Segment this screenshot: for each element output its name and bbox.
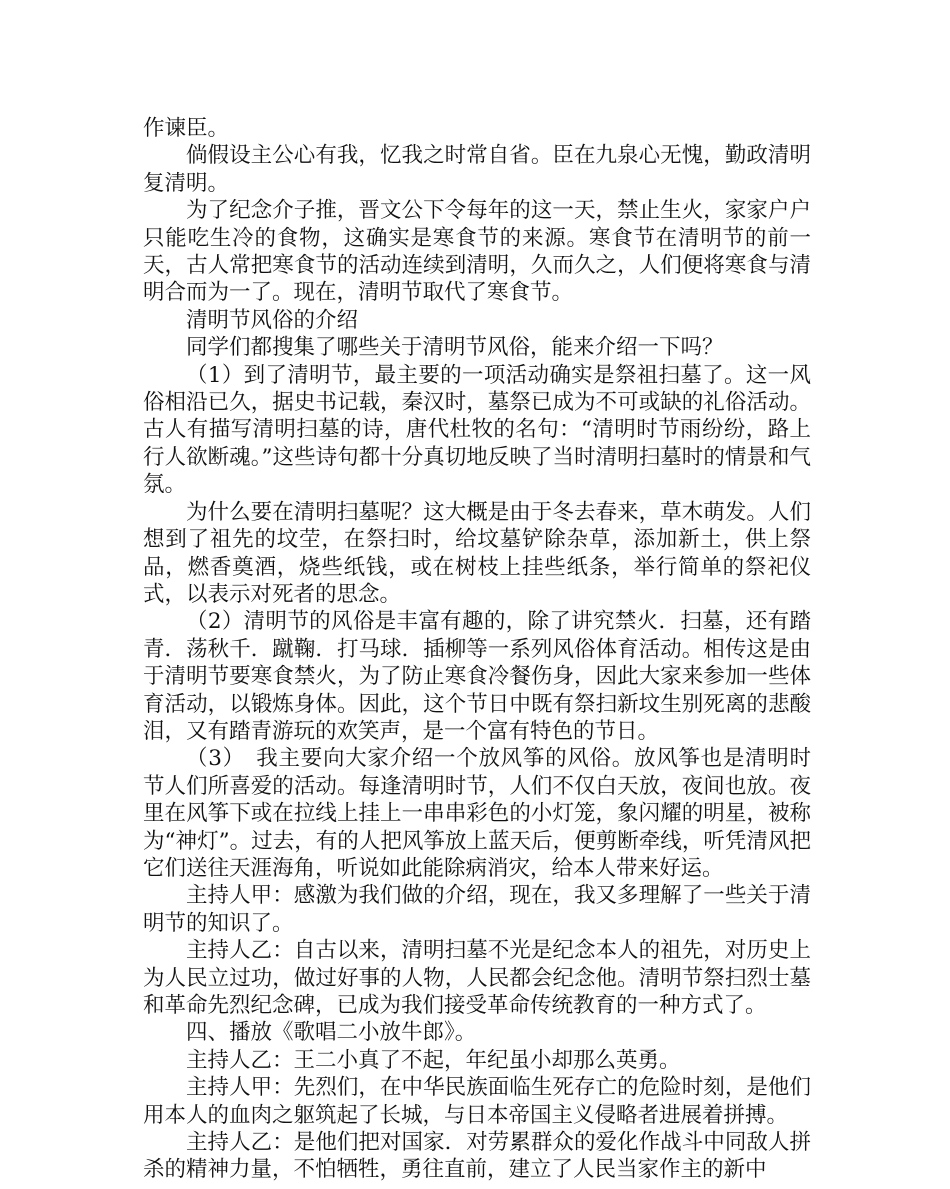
section-heading-song: 四、播放《歌唱二小放牛郎》。 bbox=[186, 1020, 477, 1046]
section-heading-customs: 清明节风俗的介绍 bbox=[186, 307, 359, 333]
paragraph-host-a-thanks: 主持人甲：感激为我们做的介绍，现在，我又多理解了一些关于清明节的知识了。 bbox=[143, 883, 811, 936]
paragraph-poem: 倘假设主公心有我，忆我之时常自省。臣在九泉心无愧，勤政清明复清明。 bbox=[143, 143, 811, 196]
paragraph-custom-2: （2）清明节的风俗是丰富有趣的，除了讲究禁火．扫墓，还有踏青．荡秋千．蹴鞠．打马球．插柳等一系列风俗体育活动。相传这是由于清明节要寒食禁火，为了防止寒食冷餐伤身，因此大家来参加一些体育活动，以锻炼身体。因此，这个节日中既有祭扫新坟生别死离的悲酸泪，又有踏青游玩的欢笑声，是一个富有特色的节日。 bbox=[143, 609, 811, 744]
paragraph-host-b-wang: 主持人乙：王二小真了不起，年纪虽小却那么英勇。 bbox=[186, 1047, 681, 1073]
paragraph-question: 同学们都搜集了哪些关于清明节风俗，能来介绍一下吗？ bbox=[186, 335, 724, 361]
paragraph-host-a-martyrs: 主持人甲：先烈们，在中华民族面临生死存亡的危险时刻，是他们用本人的血肉之躯筑起了长城，与日本帝国主义侵略者进展着拼搏。 bbox=[143, 1075, 811, 1128]
paragraph-host-b-love: 主持人乙：是他们把对国家．对劳累群众的爱化作战斗中同敌人拼杀的精神力量，不怕牺牲，勇往直前，建立了人民当家作主的新中 bbox=[143, 1130, 811, 1183]
paragraph-hanshi-origin: 为了纪念介子推，晋文公下令每年的这一天，禁止生火，家家户户只能吃生冷的食物，这确实是寒食节的来源。寒食节在清明节的前一天，古人常把寒食节的活动连续到清明，久而久之，人们便将寒食与清明合而为一了。现在，清明节取代了寒食节。 bbox=[143, 198, 811, 306]
paragraph-why-sweep-tombs: 为什么要在清明扫墓呢？这大概是由于冬去春来，草木萌发。人们想到了祖先的坟茔，在祭扫时，给坟墓铲除杂草，添加新土，供上祭品，燃香奠酒，烧些纸钱，或在树枝上挂些纸条，举行简单的祭祀仪式，以表示对死者的思念。 bbox=[143, 499, 811, 607]
document-body bbox=[143, 115, 811, 1184]
paragraph-custom-1: （1）到了清明节，最主要的一项活动确实是祭祖扫墓了。这一风俗相沿已久，据史书记载，秦汉时，墓祭已成为不可或缺的礼俗活动。古人有描写清明扫墓的诗，唐代杜牧的名句：“清明时节雨纷纷，路上行人欲断魂。”这些诗句都十分真切地反映了当时清明扫墓时的情景和气氛。 bbox=[143, 362, 811, 498]
paragraph-host-b-martyrs: 主持人乙：自古以来，清明扫墓不光是纪念本人的祖先，对历史上为人民立过功，做过好事的人物，人民都会纪念他。清明节祭扫烈士墓和革命先烈纪念碑，已成为我们接受革命传统教育的一种方式了。 bbox=[143, 938, 811, 1018]
paragraph-custom-3: （3） 我主要向大家介绍一个放风筝的风俗。放风筝也是清明时节人们所喜爱的活动。每逢清明时节，人们不仅白天放，夜间也放。夜里在风筝下或在拉线上挂上一串串彩色的小灯笼，象闪耀的明星，被称为“神灯”。过去，有的人把风筝放上蓝天后，便剪断牵线，听凭清风把它们送往天涯海角，听说如此能除病消灾，给本人带来好运。 bbox=[143, 746, 811, 881]
paragraph-opening-fragment: 作谏臣。 bbox=[143, 116, 230, 141]
